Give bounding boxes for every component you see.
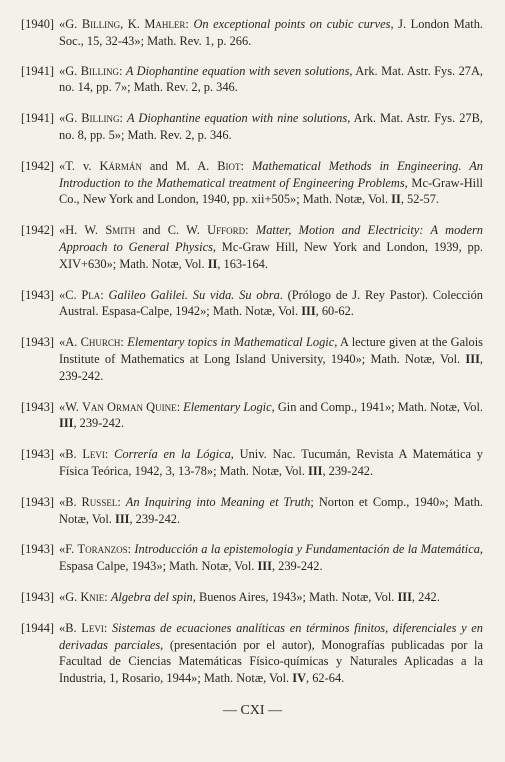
reference-text: ; Norton et Comp., 1940»; Math. Notæ, Vol. [59, 494, 483, 526]
reference-text: : [127, 542, 135, 557]
reference-list [21, 16, 483, 701]
reference-year: [1943] [21, 494, 55, 509]
author-name: Toranzos [77, 542, 128, 557]
reference-text: , 52-57. [400, 192, 440, 207]
volume-number: III [301, 304, 316, 319]
author-name: Ufford [207, 223, 246, 238]
reference-text: , Ark. Mat. Astr. Fys. 27B, no. 8, pp. 5»; Math. Rev. 2, p. 346. [59, 111, 483, 142]
reference-year: [1941] [21, 111, 55, 126]
reference-text: : [100, 287, 109, 302]
reference-text: , Univ. Nac. Tucumán, Revista A Matemática y Física Teórica, 1942, 3, 13-78»; Math. Notæ, Vol. [59, 447, 483, 478]
work-title: Correría en la Lógica [114, 447, 231, 462]
volume-number: III [308, 463, 323, 478]
reference-text: , 239-242. [59, 351, 483, 383]
volume-number: III [59, 416, 74, 431]
reference-text: : [118, 63, 126, 78]
author-name: Smith [105, 223, 136, 238]
volume-number: III [397, 589, 412, 604]
reference-entry [21, 334, 483, 384]
page-number: — CXI — [222, 703, 283, 718]
author-name: Russel [81, 494, 118, 509]
reference-year: [1943] [21, 287, 55, 302]
volume-number: III [257, 559, 272, 574]
reference-text: «C. [59, 287, 82, 302]
reference-year: [1942] [21, 223, 55, 238]
reference-entry [21, 620, 483, 687]
work-title: A Diophantine equation with seven solutions [125, 63, 350, 78]
reference-text: , 239-242. [73, 416, 125, 431]
reference-year: [1943] [21, 589, 55, 604]
work-title: On exceptional points on cubic curves [193, 17, 391, 31]
reference-text: , 242. [411, 589, 440, 604]
author-name: Billing [81, 111, 120, 126]
reference-year: [1943] [21, 447, 55, 462]
work-title: Introducción a la epistemologia y Fundamentación de la Matemática [134, 542, 480, 557]
author-name: Billing [80, 63, 119, 78]
volume-number: III [115, 511, 130, 526]
author-name: Biot [217, 158, 241, 173]
reference-text: : [119, 111, 127, 126]
work-title: Elementary topics in Mathematical Logic [127, 335, 335, 350]
volume-number: II [391, 192, 401, 207]
reference-text: «W. [59, 399, 82, 414]
reference-text: and C. W. [135, 223, 208, 238]
reference-text: , (presentación por el autor), Monografías publicadas por la Facultad de Ciencias Matemáticas Físico-químicas y Naturales Aplicadas a la Industria, 1, Rosario, 1944»; Math. Notæ, Vol. [59, 637, 483, 686]
volume-number: IV [292, 671, 307, 686]
reference-text: and M. A. [141, 158, 218, 173]
reference-entry [21, 16, 483, 50]
reference-entry [21, 287, 483, 321]
author-name: Church [80, 335, 121, 350]
reference-entry [21, 589, 483, 606]
author-name: Levi [81, 620, 104, 635]
reference-entry [21, 446, 483, 480]
author-name: Kármán [99, 158, 142, 173]
reference-entry [21, 110, 483, 144]
reference-text: , Mc-Graw-Hill Co., New York and London, 1940, pp. xii+505»; Math. Notæ, Vol. [59, 175, 483, 207]
reference-year: [1943] [21, 399, 55, 414]
reference-entry [21, 399, 483, 433]
author-name: Knie [80, 589, 105, 604]
reference-text: «G. [59, 63, 81, 78]
author-name: Pla [81, 287, 101, 302]
reference-entry [21, 541, 483, 575]
reference-text: «F. [59, 542, 78, 557]
work-title: Elementary Logic [183, 399, 272, 414]
reference-text: «G. [59, 111, 82, 126]
reference-year: [1941] [21, 63, 55, 78]
reference-text: : [117, 494, 126, 509]
reference-year: [1943] [21, 335, 55, 350]
reference-year: [1940] [21, 17, 55, 31]
reference-text: : [240, 158, 252, 173]
reference-text: : [104, 589, 111, 604]
reference-text: «G. [59, 589, 81, 604]
reference-text: «B. [59, 494, 82, 509]
reference-text: : [104, 447, 115, 462]
reference-text: , A lecture given at the Galois Institute of Mathematics at Long Island University, 1940»; Math. Notæ, Vol. [59, 335, 483, 366]
reference-year: [1942] [21, 158, 55, 173]
author-name: Billing, K. Mahler [81, 17, 186, 31]
reference-text: , J. London Math. Soc., 15, 32-43»; Math. Rev. 1, p. 266. [59, 17, 484, 48]
work-title: Mathematical Methods in Engineering. An Introduction to the Mathematical treatment of Engineering Problems [59, 158, 484, 190]
reference-text: : [176, 399, 184, 414]
volume-number: III [465, 351, 480, 366]
author-name: Levi [82, 447, 105, 462]
reference-text: : [245, 223, 256, 238]
reference-year: [1943] [21, 542, 55, 557]
work-title: An Inquiring into Meaning et Truth [125, 494, 311, 509]
reference-text: , 62-64. [306, 671, 345, 686]
reference-text: , 239-242. [322, 463, 374, 478]
reference-text: «G. [59, 17, 82, 31]
work-title: Galileo Galilei. Su vida. Su obra [108, 287, 280, 302]
work-title: Sistemas de ecuaciones analíticas en términos finitos, diferenciales y en derivadas parciales [59, 620, 484, 652]
work-title: A Diophantine equation with nine solutions [127, 111, 348, 126]
reference-text: : [185, 17, 194, 31]
author-name: Van Orman Quine [81, 399, 177, 414]
reference-text: , Mc-Graw Hill, New York and London, 1939, pp. XIV+630»; Math. Notæ, Vol. [59, 239, 483, 271]
reference-text: , Gin and Comp., 1941»; Math. Notæ, Vol. [271, 399, 484, 414]
reference-year: [1944] [21, 620, 55, 635]
work-title: Algebra del spin [110, 589, 193, 604]
reference-text: «A. [59, 335, 81, 350]
reference-text: , Buenos Aires, 1943»; Math. Notæ, Vol. [192, 589, 398, 604]
reference-entry [21, 222, 483, 272]
reference-text: «T. v. [59, 158, 100, 173]
reference-entry [21, 494, 483, 528]
reference-text: , 163-164. [217, 256, 268, 271]
reference-text: : [103, 620, 112, 635]
reference-entry [21, 158, 483, 208]
work-title: Matter, Motion and Electricity: A modern Approach to General Physics [59, 223, 483, 254]
reference-text: «B. [59, 620, 82, 635]
reference-text: , Espasa Calpe, 1943»; Math. Notæ, Vol. [59, 542, 484, 574]
volume-number: II [207, 256, 218, 271]
reference-entry [21, 63, 483, 97]
reference-text: «H. W. [59, 223, 106, 238]
reference-text: : [120, 335, 128, 350]
reference-text: , 239-242. [271, 559, 323, 574]
reference-text: . (Prólogo de J. Rey Pastor). Colección Austral. Espasa-Calpe, 1942»; Math. Notæ, Vol. [59, 287, 484, 319]
reference-text: , Ark. Mat. Astr. Fys. 27A, no. 14, pp. 7»; Math. Rev. 2, p. 346. [59, 63, 484, 95]
reference-text: , 60-62. [315, 304, 354, 319]
reference-text: «B. [59, 447, 83, 462]
reference-text: , 239-242. [129, 511, 181, 526]
